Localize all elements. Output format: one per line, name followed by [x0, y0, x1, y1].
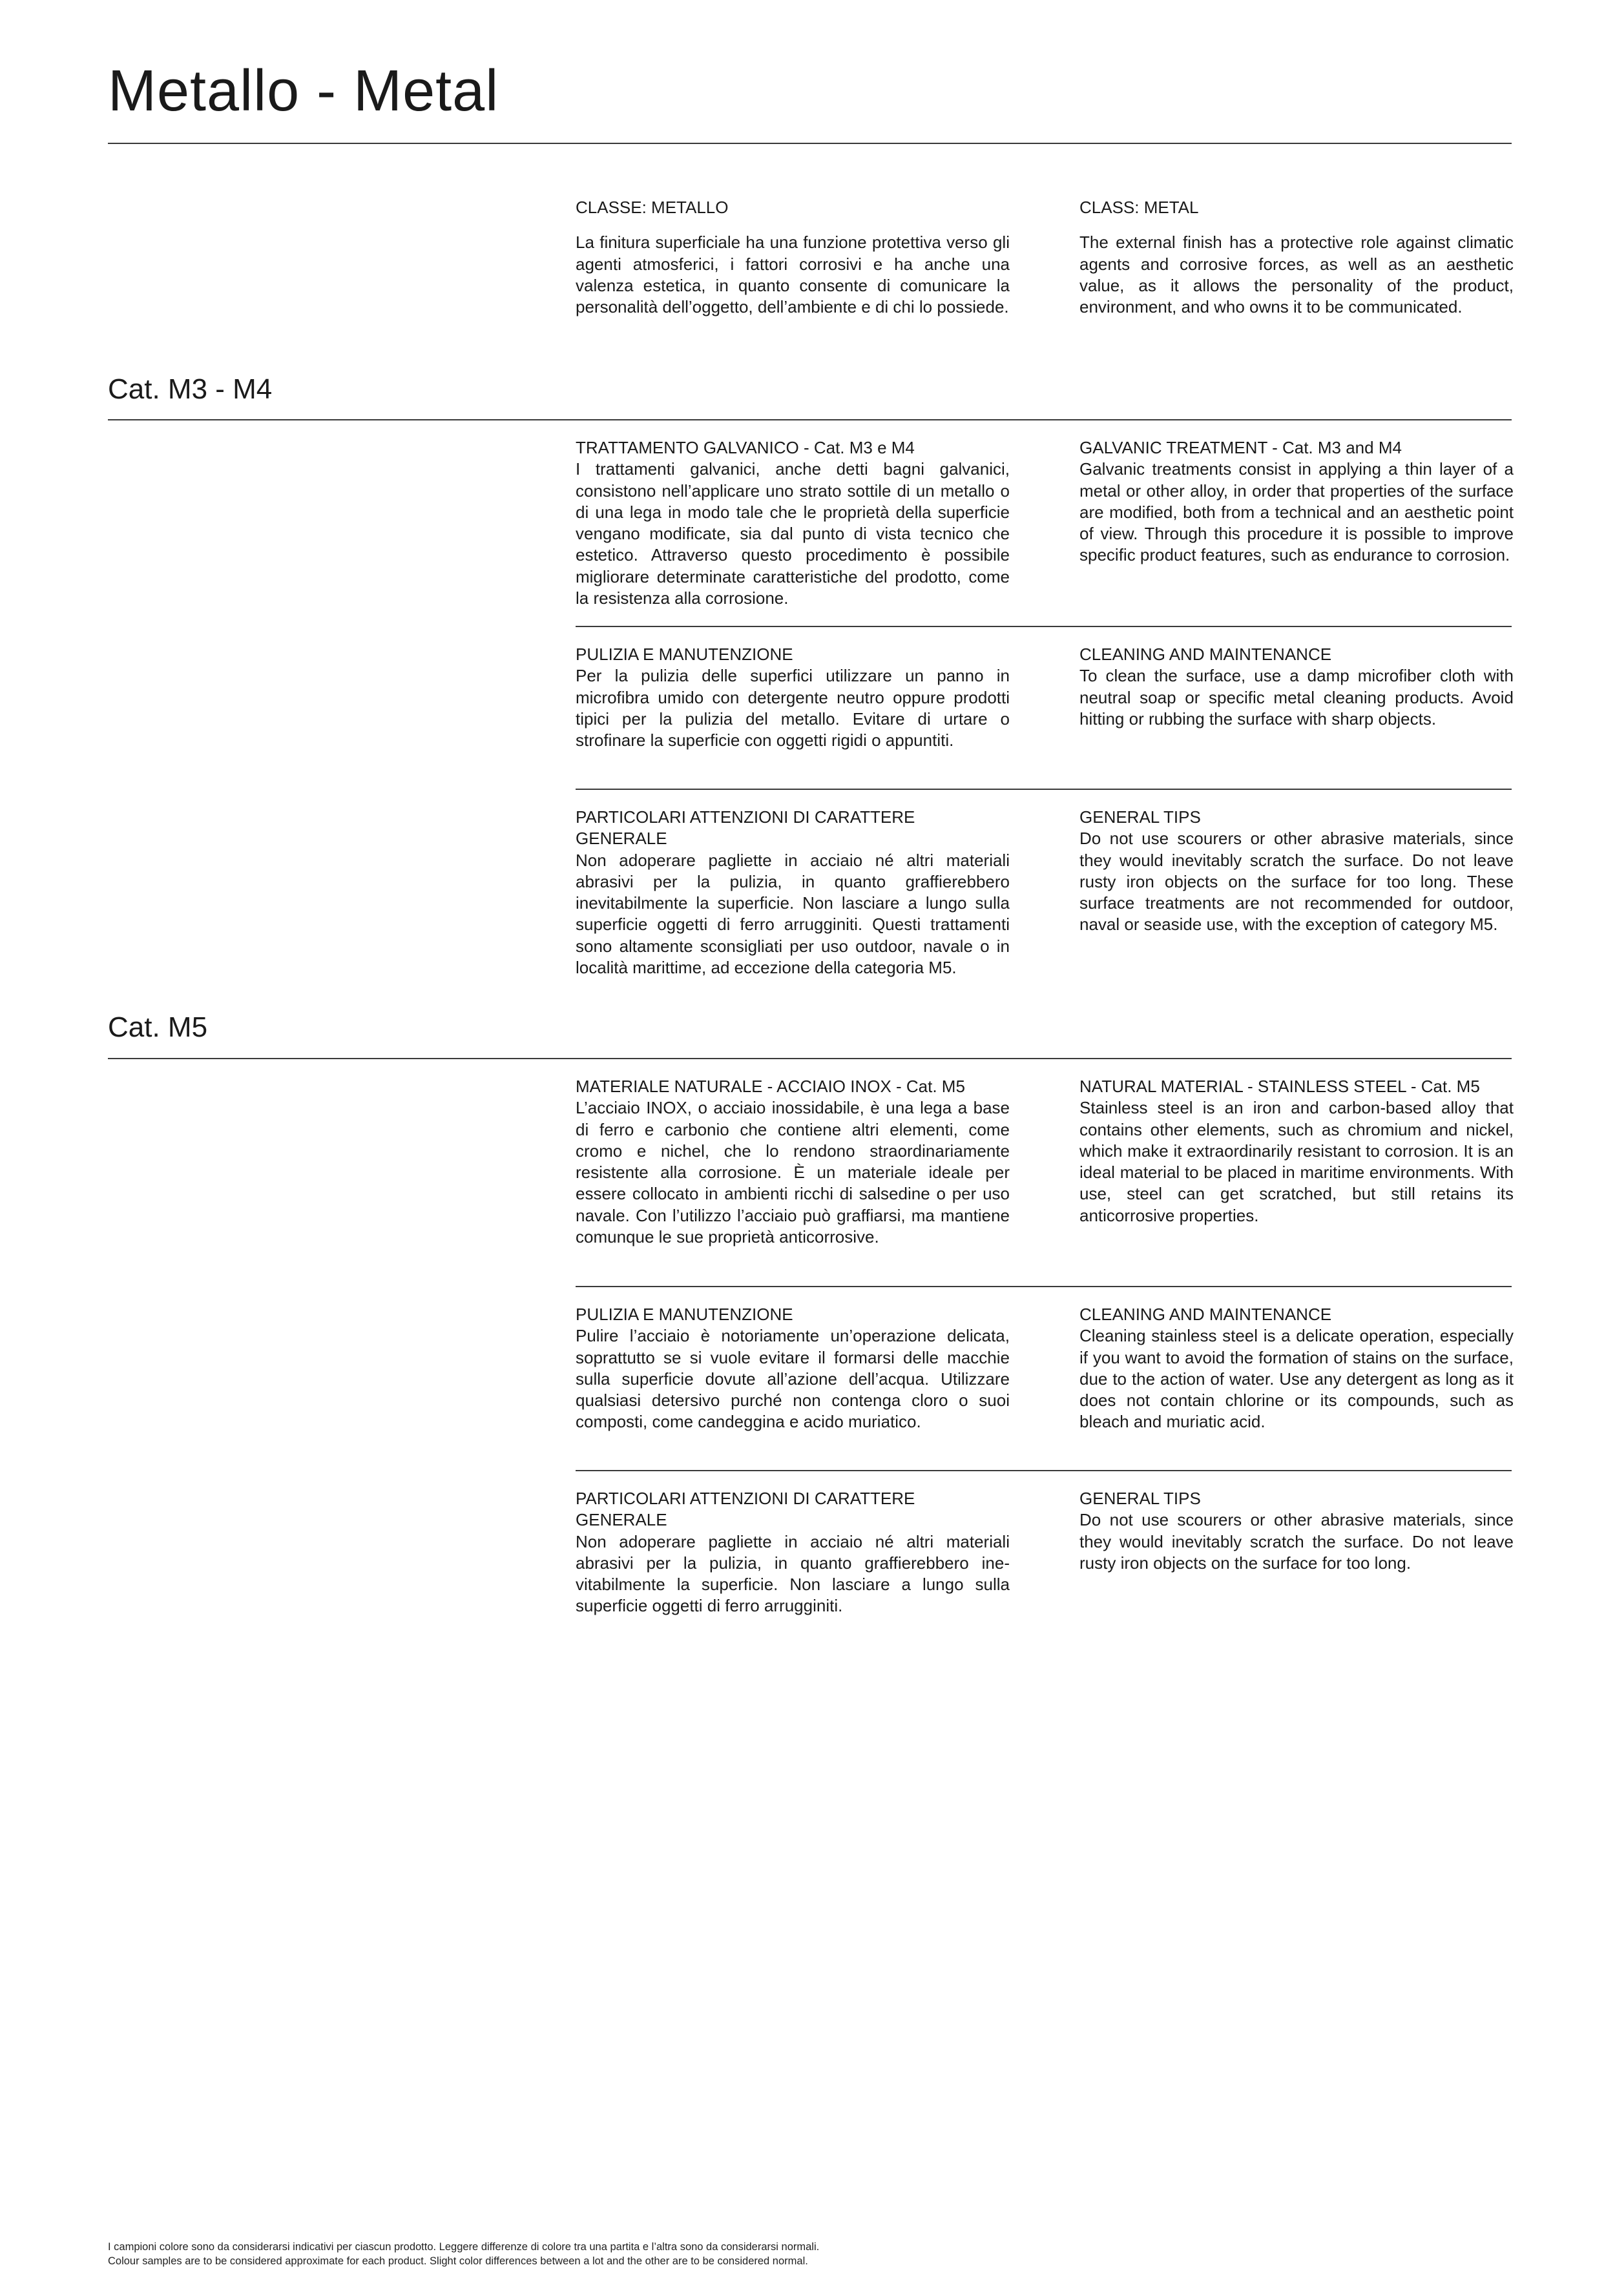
block-cleaning-m5-it: [576, 1304, 1010, 1433]
block-body: To clean the surface, use a damp microfiber cloth with neutral soap or specific metal cleaning products. Avoid hitting or rubbing the surface with sharp objects.: [1079, 666, 1514, 729]
block-cleaning-m5-en: [1079, 1304, 1514, 1433]
block-body: I trattamenti galvanici, anche detti bagni galvanici, consistono nell’applicare uno strato sottile di un metallo o di una lega in modo tale che le proprietà della superficie vengano modificate, sia dal punto di vista tecnico che estetico. Attraverso questo procedimento è possibile migliorare determinate caratteristiche del prodotto, come la resistenza alla corrosione.: [576, 459, 1010, 608]
block-stainless-en: [1079, 1076, 1514, 1226]
block-heading: PARTICOLARI ATTENZIONI DI CARATTERE GENERALE: [576, 1489, 915, 1530]
block-tips-m5-en: [1079, 1488, 1514, 1574]
block-heading: GALVANIC TREATMENT - Cat. M3 and M4: [1079, 438, 1402, 457]
block-heading: CLEANING AND MAINTENANCE: [1079, 645, 1332, 664]
block-body: Galvanic treatments consist in applying a thin layer of a metal or other alloy, in order that properties of the surface are modified, both from a technical and an aesthetic point of view. Through this procedure it is possible to improve specific product features, such as endurance to corrosion.: [1079, 459, 1514, 565]
block-divider: [576, 626, 1512, 627]
title-divider: [108, 143, 1512, 144]
block-stainless-it: [576, 1076, 1010, 1248]
intro-en-heading: CLASS: METAL: [1079, 198, 1199, 217]
block-heading: NATURAL MATERIAL - STAINLESS STEEL - Cat. M5: [1079, 1077, 1480, 1096]
block-body: Non adoperare pagliette in acciaio né altri materiali abrasivi per la pulizia, in quanto graffierebbero inevitabilmente la superficie. Non lasciare a lungo sulla superficie oggetti di ferro arrugginiti. Questi trattamenti sono altamente sconsigliati per uso outdoor, navale o in località marittime, ad eccezione della categoria M5.: [576, 850, 1010, 978]
block-body: Cleaning stainless steel is a delicate operation, especially if you want to avoid the formation of stains on the surface, due to the action of water. Use any detergent as long as it does not contain chlorine or its compounds, such as bleach and muriatic acid.: [1079, 1326, 1514, 1432]
section-divider: [108, 1058, 1512, 1059]
block-galvanic-it: [576, 437, 1010, 609]
block-galvanic-en: [1079, 437, 1514, 566]
block-heading: MATERIALE NATURALE - ACCIAIO INOX - Cat. M5: [576, 1077, 965, 1096]
block-divider: [576, 1286, 1512, 1287]
intro-it-heading: CLASSE: METALLO: [576, 198, 729, 217]
footer-line-en: Colour samples are to be considered approximate for each product. Slight color differences between a lot and the other are to be considered normal.: [108, 2255, 808, 2267]
section-heading-m3-m4: Cat. M3 - M4: [108, 373, 273, 405]
block-heading: CLEANING AND MAINTENANCE: [1079, 1305, 1332, 1324]
block-cleaning-en: [1079, 644, 1514, 730]
section-heading-m5: Cat. M5: [108, 1011, 208, 1043]
block-body: Stainless steel is an iron and carbon-based alloy that contains other elements, such as chromium and nickel, which make it extraordinarily resistant to corrosion. It is an ideal material to be placed in maritime environments. With use, steel can get scratched, but still retains its anticorrosive properties.: [1079, 1098, 1514, 1225]
block-tips-it: [576, 807, 1010, 978]
block-heading: PARTICOLARI ATTENZIONI DI CARATTERE GENERALE: [576, 807, 915, 849]
block-cleaning-it: [576, 644, 1010, 751]
block-heading: GENERAL TIPS: [1079, 1489, 1201, 1508]
block-heading: TRATTAMENTO GALVANICO - Cat. M3 e M4: [576, 438, 915, 457]
block-body: L’acciaio INOX, o acciaio inossidabile, è una lega a base di ferro e carbonio che contiene altri elementi, come cromo e nichel, che lo rendono straordinariamente resistente alla corrosione. È un materiale ideale per essere collocato in ambienti ricchi di salsedine o per uso navale. Con l’utilizzo l’acciaio può graffiarsi, ma mantiene comunque le sue proprietà anticorrosive.: [576, 1098, 1010, 1247]
intro-en-block: [1079, 197, 1514, 318]
block-heading: GENERAL TIPS: [1079, 807, 1201, 827]
block-tips-m5-it: [576, 1488, 1010, 1617]
block-body: Pulire l’acciaio è notoriamente un’operazione delicata, soprattutto se si vuole evitare il formarsi delle macchie sulla superficie dovute all’azione dell’acqua. Utilizzare qualsiasi detersivo purché non contenga cloro o suoi composti, come candeggina e acido muriatico.: [576, 1326, 1010, 1432]
block-divider: [576, 789, 1512, 790]
block-body: Do not use scourers or other abrasive materials, since they would inevitably scratch the surface. Do not leave rusty iron objects on the surface for too long.: [1079, 1510, 1514, 1573]
block-tips-en: [1079, 807, 1514, 936]
intro-en-body: The external finish has a protective role against climatic agents and corrosive forces, as well as an aesthetic value, as it allows the personality of the product, environment, and who owns it to be communicated.: [1079, 233, 1514, 317]
intro-it-block: [576, 197, 1010, 318]
block-heading: PULIZIA E MANUTENZIONE: [576, 645, 793, 664]
intro-it-body: La finitura superficiale ha una funzione protettiva verso gli agenti atmosferici, i fattori corrosivi e ha anche una valenza estetica, in quanto consente di comunicare la personalità dell’oggetto, dell’ambiente e di chi lo possiede.: [576, 233, 1010, 317]
page-title: Metallo - Metal: [108, 59, 499, 123]
block-heading: PULIZIA E MANUTENZIONE: [576, 1305, 793, 1324]
footer-disclaimer: [108, 2240, 819, 2268]
block-body: Non adoperare pagliette in acciaio né altri materiali abrasivi per la pulizia, in quanto graffierebbero inevitabilmente la superficie. Non lasciare a lungo sulla superficie oggetti di ferro arrugginiti.: [576, 1531, 1010, 1616]
block-divider: [576, 1470, 1512, 1471]
section-divider: [108, 419, 1512, 420]
block-body: Per la pulizia delle superfici utilizzare un panno in microfibra umido con detergente neutro oppure prodotti tipici per la pulizia del metallo. Evitare di urtare o strofinare la superficie con oggetti rigidi o appuntiti.: [576, 666, 1010, 750]
footer-line-it: I campioni colore sono da considerarsi indicativi per ciascun prodotto. Leggere differenze di colore tra una partita e l’altra sono da considerarsi normali.: [108, 2241, 820, 2253]
block-body: Do not use scourers or other abrasive materials, since they would inevitably scratch the surface. Do not leave rusty iron objects on the surface for too long. These surface treatments are not recommended for outdoor, naval or seaside use, with the exception of category M5.: [1079, 829, 1514, 935]
